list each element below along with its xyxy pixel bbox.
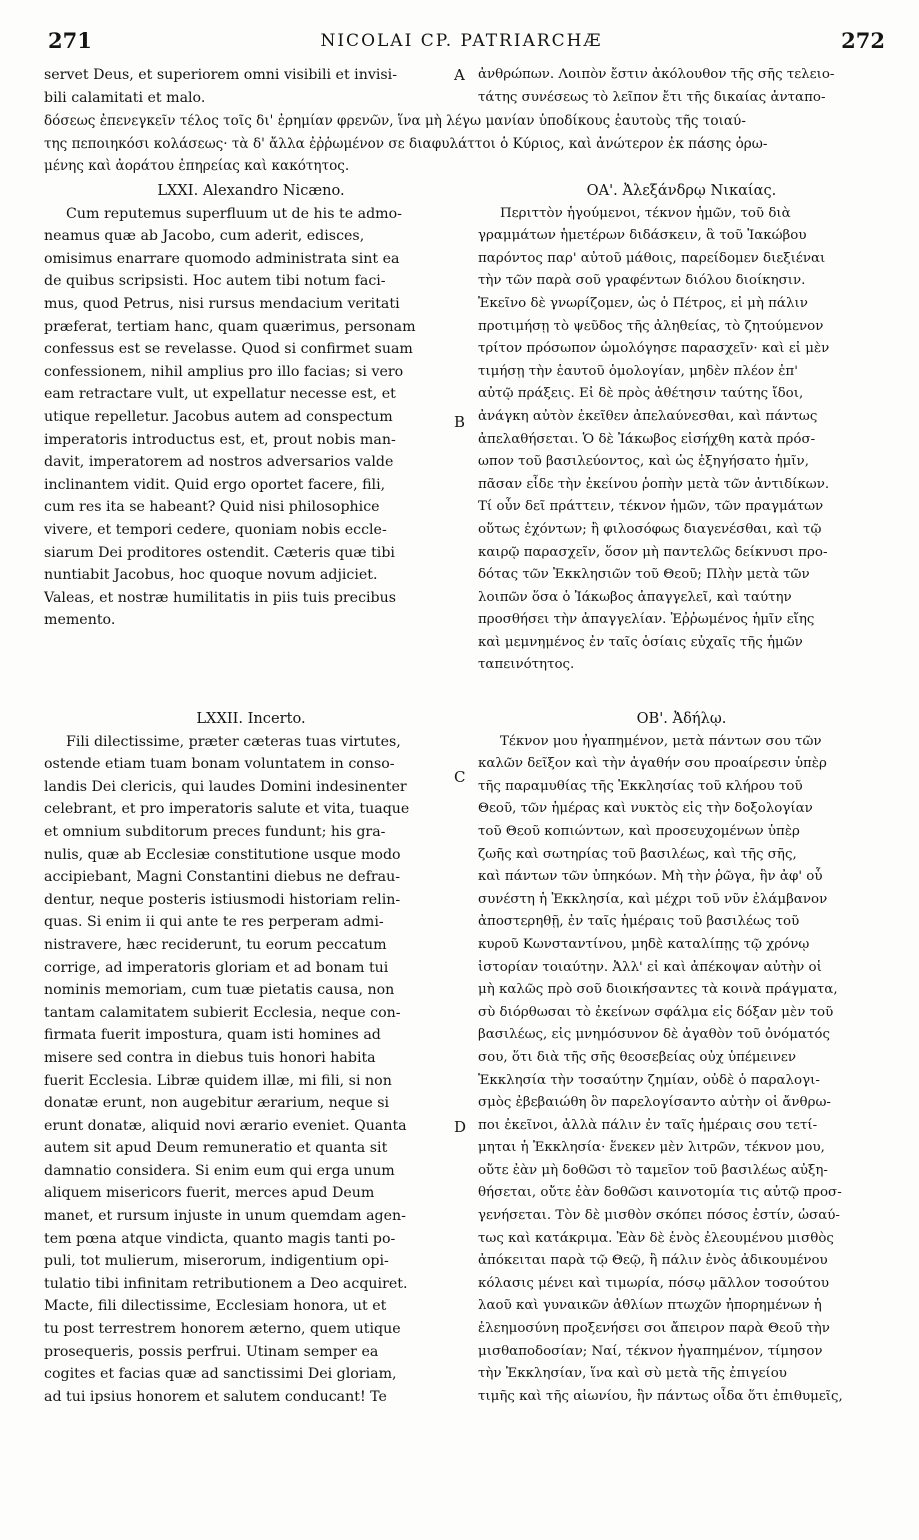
text-line: γενήσεται. Τὸν δὲ μισθὸν σκόπει πόσος ἐστίν, ὡσαύ- <box>478 1208 840 1224</box>
text-line: de quibus scripsisti. Hoc autem tibi notum faci- <box>44 273 386 290</box>
page-number-left: 271 <box>48 28 92 53</box>
text-line: κυροῦ Κωνσταντίνου, μηδὲ καταλίπῃς τῷ χρόνῳ <box>478 936 810 952</box>
text-line: Cum reputemus superfluum ut de his te admo- <box>66 205 402 222</box>
text-line: ἀπελαθήσεται. Ὁ δὲ Ἰάκωβος εἰσήχθη κατὰ πρόσ- <box>478 431 816 447</box>
text-line: τρίτον πρόσωπον ὡμολόγησε παρασχεῖν· καὶ εἰ μὲν <box>478 341 830 357</box>
text-line: μὴ καλῶς πρὸ σοῦ διοικήσαντες τὰ κοινὰ πράγματα, <box>478 982 838 998</box>
text-line: γραμμάτων ἡμετέρων διδάσκειν, ἃ τοῦ Ἰακώβου <box>478 228 807 244</box>
text-line: confessionem, nihil amplius pro illo facias; si vero <box>44 363 404 380</box>
text-line: ἀπόκειται παρὰ τῷ Θεῷ, ἢ πάλιν ἑνὸς ἀδικουμένου <box>478 1253 828 1269</box>
letter-71-latin <box>44 180 458 632</box>
text-line: neamus quæ ab Jacobo, cum aderit, edisces, <box>44 228 365 245</box>
text-line: Τί οὖν δεῖ πράττειν, τέκνον ἡμῶν, τῶν πραγμάτων <box>478 499 824 515</box>
text-line: cum res ita se habeant? Quid nisi philosophice <box>44 499 380 516</box>
text-line: σμὸς ἐβεβαιώθη ὃν παρελογίσαντο αὐτὴν οἱ ἄνθρω- <box>478 1095 831 1111</box>
text-line: της πεποιηκόσι κολάσεως· τὰ δ' ἄλλα ἐῤῥωμένον σε διαφυλάττοι ὁ Κύριος, καὶ ἀνώτερον ἐκ πάσης ὀρω- <box>44 135 768 152</box>
text-line: omisimus enarrare quomodo administrata sint ea <box>44 250 400 267</box>
text-line: Valeas, et nostræ humilitatis in piis tuis precibus <box>44 589 397 606</box>
text-line: tem pœna atque vindicta, quanto magis tanti po- <box>44 1230 396 1247</box>
text-line: tantam calamitatem subierit Ecclesia, neque con- <box>44 1004 401 1021</box>
text-line: celebrant, et pro imperatoris salute et vita, tuaque <box>44 801 410 818</box>
text-line: imperatoris introductus est, et, prout nobis man- <box>44 431 396 448</box>
text-line: autem sit apud Deum remuneratio et quanta sit <box>44 1140 388 1157</box>
text-line: ἀνάγκη αὐτὸν ἐκεῖθεν ἀπελαύνεσθαι, καὶ πάντως <box>478 408 818 424</box>
text-line: fuerit Ecclesia. Libræ quidem illæ, mi fili, si non <box>44 1072 392 1089</box>
text-line: Fili dilectissime, præter cæteras tuas virtutes, <box>66 733 401 750</box>
text-line: τάτης συνέσεως τὸ λεῖπον ἔτι τῆς δικαίας ἀνταπο- <box>478 89 826 105</box>
text-line: Θεοῦ, τῶν ἡμέρας καὶ νυκτὸς εἰς τὴν δοξολογίαν <box>478 801 813 817</box>
text-line: tu post terrestrem honorem æterno, quem utique <box>44 1321 401 1338</box>
text-line: αὐτῷ πράξεις. Εἰ δὲ πρὸς ἀθέτησιν ταύτης ἴδοι, <box>478 386 804 402</box>
text-line: eam retractare vult, ut expellatur necesse est, et <box>44 386 396 403</box>
text-line: nuntiabit Jacobus, hoc quoque novum adjiciet. <box>44 567 378 584</box>
page-header <box>30 28 893 58</box>
text-line: Τέκνον μου ἠγαπημένον, μετὰ πάντων σου τῶν <box>500 733 822 749</box>
text-line: puli, tot mulierum, miserorum, indigentium opi- <box>44 1253 389 1270</box>
text-line: ποι ἐκεῖνοι, ἀλλὰ πάλιν ἐν ταῖς ἡμέραις σου τετί- <box>478 1117 818 1133</box>
text-line: prosequeris, possis perfrui. Utinam semper ea <box>44 1343 379 1360</box>
text-line: λοιπῶν ὅσα ὁ Ἰάκωβος ἀπαγγελεῖ, καὶ ταύτην <box>478 589 792 605</box>
text-line: nistravere, hæc reciderunt, tu eorum peccatum <box>44 936 387 953</box>
text-line: ζωῆς καὶ σωτηρίας τοῦ βασιλέως, καὶ τῆς σῆς, <box>478 846 797 862</box>
text-line: manet, et rursum injuste in unum quemdam agen- <box>44 1208 406 1225</box>
text-line: Ἐκκλησία τὴν τοσαύτην ζημίαν, οὐδὲ ὁ παραλογι- <box>478 1072 820 1088</box>
text-line: quas. Si enim ii qui ante te res perperam admi- <box>44 914 384 931</box>
text-line: dentur, neque posteris istiusmodi historiam relin- <box>44 891 401 908</box>
text-line: καὶ πάντων τῶν ὑπηκόων. Μὴ τὴν ῥῶγα, ἣν ἀφ' οὗ <box>478 869 823 885</box>
margin-marker-a: A <box>454 66 465 84</box>
letter-heading: LXXI. Alexandro Nicæno. <box>157 182 345 199</box>
text-line: καὶ μεμνημένος ἐν ταῖς ὁσίαις εὐχαῖς τῆς ἡμῶν <box>478 634 803 650</box>
text-line: servet Deus, et superiorem omni visibili et invisi- <box>44 67 397 83</box>
text-line: τιμῆς καὶ τῆς αἰωνίου, ἣν πάντως οἶδα ὅτι ἐπιθυμεῖς, <box>478 1388 843 1404</box>
text-line: vivere, et tempori cedere, quoniam nobis eccle- <box>44 521 387 538</box>
text-line: siarum Dei proditores ostendit. Cæteris quæ tibi <box>44 544 395 561</box>
text-line: davit, imperatorem ad nostros adversarios valde <box>44 454 394 471</box>
text-line: παρόντος παρ' αὐτοῦ μάθοις, παρείδομεν διεξιέναι <box>478 250 826 266</box>
text-line: et omnium subditorum preces fundunt; his gra- <box>44 823 386 840</box>
text-line: προτιμήσῃ τὸ ψεῦδος τῆς ἀληθείας, τὸ ζητούμενον <box>478 318 824 334</box>
text-line: μηται ἡ Ἐκκλησία· ἕνεκεν μὲν λιτρῶν, τέκνον μου, <box>478 1140 825 1156</box>
letter-heading: ΟΒ'. Ἀδήλῳ. <box>636 710 727 727</box>
page-number-right: 272 <box>841 28 885 53</box>
text-line: erunt donatæ, aliquid novi ærario eveniet. Quanta <box>44 1117 407 1134</box>
text-line: utique repelletur. Jacobus autem ad conspectum <box>44 408 393 425</box>
text-line: σὺ διόρθωσαι τὸ ἐκείνων σφάλμα εἰς δόξαν μὲν τοῦ <box>478 1004 834 1020</box>
spanning-greek-text <box>44 110 885 178</box>
text-line: καλῶν δεῖξον καὶ τὴν ἀγαθήν σου προαίρεσιν ὑπὲρ <box>478 756 827 772</box>
letter-heading: ΟΑ'. Ἀλεξάνδρῳ Νικαίας. <box>586 182 777 199</box>
text-line: οὕτως ἐχόντων; ἢ φιλοσόφως διαγενέσθαι, καὶ τῷ <box>478 521 822 537</box>
text-line: προσθήσει τὴν ἀπαγγελίαν. Ἐῤῥωμένος ἡμῖν εἴης <box>478 612 815 628</box>
margin-marker-c: C <box>454 768 466 786</box>
text-line: inclinantem vidit. Quid ergo oportet facere, fili, <box>44 476 386 493</box>
text-line: θήσεται, οὔτε ἐὰν δοθῶσι καινοτομία τις αὐτῷ προσ- <box>478 1185 842 1201</box>
margin-marker-d: D <box>454 1118 467 1136</box>
text-line: mus, quod Petrus, nisi rursus mendacium veritati <box>44 295 400 312</box>
text-line: δόσεως ἐπενεγκεῖν τέλος τοῖς δι' ἐρημίαν φρενῶν, ἵνα μὴ λέγω μανίαν ὑποδίκους ἑαυτοὺς τῆς τοιαύ- <box>44 113 746 129</box>
text-line: ἐλεημοσύνη προξενήσει σοι ἄπειρον παρὰ Θεοῦ τὴν <box>478 1321 830 1337</box>
text-line: λαοῦ καὶ γυναικῶν ἀθλίων πτωχῶν ἠπορημένων ἡ <box>478 1298 822 1314</box>
letter-72-greek <box>478 708 885 1408</box>
top-latin-text <box>44 64 458 109</box>
text-line: accipiebant, Magni Constantini diebus ne defrau- <box>44 869 401 886</box>
text-line: μένης καὶ ἀοράτου ἐπηρείας καὶ κακότητος. <box>44 158 350 175</box>
text-line: τὴν Ἐκκλησίαν, ἵνα καὶ σὺ μετὰ τῆς ἐπιγείου <box>478 1366 787 1382</box>
text-line: Macte, fili dilectissime, Ecclesiam honora, ut et <box>44 1298 387 1315</box>
letter-72-latin <box>44 708 458 1408</box>
text-line: firmata fuerit impostura, quam isti homines ad <box>44 1027 381 1044</box>
letter-71-greek <box>478 180 885 677</box>
text-line: τως καὶ κατάκριμα. Ἐὰν δὲ ἑνὸς ἐλεουμένου μισθὸς <box>478 1230 834 1246</box>
text-line: δότας τῶν Ἐκκλησιῶν τοῦ Θεοῦ; Πλὴν μετὰ τῶν <box>478 567 810 583</box>
text-line: βασιλέως, εἰς μνημόσυνον δὲ ἀγαθὸν τοῦ ὀνόματός <box>478 1027 830 1043</box>
text-line: nominis memoriam, cum tuæ pietatis causa, non <box>44 982 395 999</box>
letter-heading: LXXII. Incerto. <box>196 710 306 727</box>
text-line: συνέστη ἡ Ἐκκλησία, καὶ μέχρι τοῦ νῦν ἐλάμβανον <box>478 891 828 907</box>
text-line: καιρῷ παρασχεῖν, ὅσον μὴ παντελῶς δείκνυσι προ- <box>478 544 828 560</box>
text-line: ταπεινότητος. <box>478 657 575 673</box>
text-line: Περιττὸν ἡγούμενοι, τέκνον ἡμῶν, τοῦ διὰ <box>500 205 791 221</box>
text-line: τοῦ Θεοῦ κοπιώντων, καὶ προσευχομένων ὑπὲρ <box>478 823 800 839</box>
text-line: donatæ erunt, non augebitur ærarium, neque si <box>44 1095 390 1112</box>
text-line: confessus est se revelasse. Quod si confirmet suam <box>44 341 413 358</box>
text-line: ωπον τοῦ βασιλεύοντος, καὶ ὡς ἐξηγήσατο ἡμῖν, <box>478 454 809 470</box>
text-line: οὔτε ἐὰν μὴ δοθῶσι τὸ ταμεῖον τοῦ βασιλέως αὐξη- <box>478 1162 828 1178</box>
margin-marker-b: B <box>454 413 466 431</box>
text-line: tulatio tibi infinitam retributionem a Deo acquiret. <box>44 1275 408 1292</box>
text-line: κόλασις μένει καὶ τιμωρία, πόσῳ μᾶλλον τοσούτου <box>478 1275 829 1291</box>
text-line: corrige, ad imperatoris gloriam et ad bonam tui <box>44 959 389 976</box>
top-greek-text <box>478 64 885 109</box>
text-line: damnatio considera. Si enim eum qui erga unum <box>44 1162 395 1179</box>
text-line: aliquem misericors fuerit, merces apud Deum <box>44 1185 375 1202</box>
text-line: ad tui ipsius honorem et salutem conducant! Te <box>44 1388 387 1405</box>
text-line: ἀνθρώπων. Λοιπὸν ἔστιν ἀκόλουθον τῆς σῆς τελειο- <box>478 67 835 82</box>
text-line: memento. <box>44 612 116 629</box>
text-line: cogites et facias quæ ad sanctissimi Dei gloriam, <box>44 1366 397 1383</box>
text-line: Ἐκεῖνο δὲ γνωρίζομεν, ὡς ὁ Πέτρος, εἰ μὴ πάλιν <box>478 295 808 311</box>
text-line: ostende etiam tuam bonam voluntatem in conso- <box>44 756 395 773</box>
text-line: nulis, quæ ab Ecclesiæ constitutione usque modo <box>44 846 401 863</box>
text-line: bili calamitati et malo. <box>44 89 206 106</box>
text-line: ἀποστερηθῇ, ἐν ταῖς ἡμέραις τοῦ βασιλέως τοῦ <box>478 914 800 930</box>
text-line: ἱστορίαν τοιαύτην. Ἀλλ' εἰ καὶ ἀπέκοψαν αὐτὴν οἱ <box>478 959 822 975</box>
text-line: μισθαποδοσίαν; Ναί, τέκνον ἠγαπημένον, τίμησον <box>478 1343 823 1359</box>
text-line: τιμήσῃ τὴν ἑαυτοῦ ὁμολογίαν, μηδὲν πλέον ἐπ' <box>478 363 798 379</box>
text-line: τὴν τῶν παρὰ σοῦ γραφέντων διόλου διοίκησιν. <box>478 273 806 289</box>
text-line: præferat, tertiam hanc, quam quærimus, personam <box>44 318 416 335</box>
text-line: landis Dei clericis, qui laudes Domini indesinenter <box>44 778 407 795</box>
text-line: σου, ὅτι διὰ τῆς σῆς θεοσεβείας οὐχ ὑπέμεινεν <box>478 1049 796 1065</box>
text-line: τῆς παραμυθίας τῆς Ἐκκλησίας τοῦ κλήρου τοῦ <box>478 778 803 794</box>
text-line: πᾶσαν εἶδε τὴν ἐκείνου ῥοπὴν μετὰ τῶν ἀντιδίκων. <box>478 476 830 492</box>
running-head: NICOLAI CP. PATRIARCHÆ <box>320 31 603 51</box>
text-line: misere sed contra in diebus tuis honori habita <box>44 1049 376 1066</box>
